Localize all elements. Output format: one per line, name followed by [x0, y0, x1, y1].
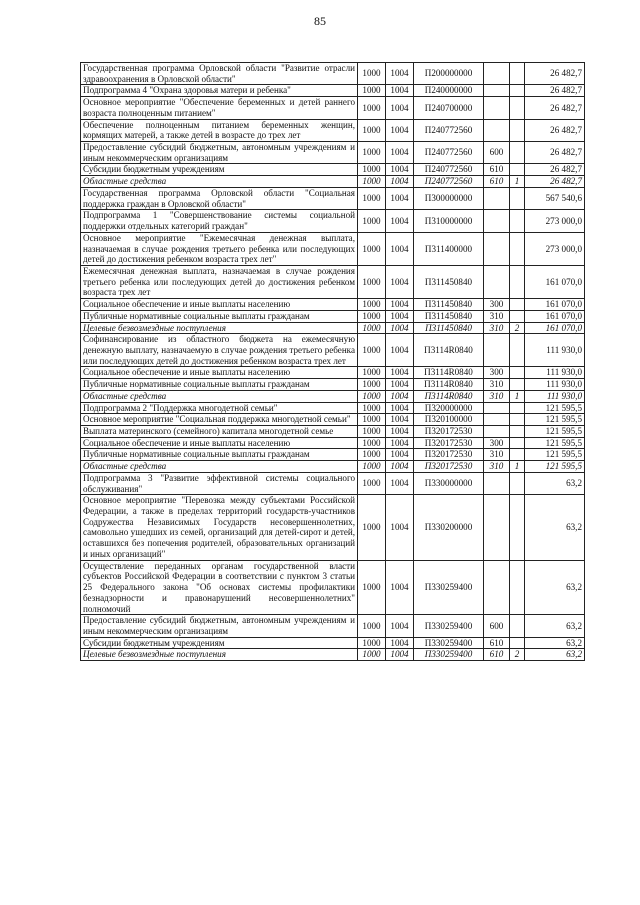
row-funding-source [510, 187, 525, 209]
table-row [81, 265, 585, 298]
row-name: Областные средства [81, 461, 358, 473]
row-section-code: 1004 [386, 187, 414, 209]
table-row [81, 449, 585, 461]
row-section-code: 1004 [386, 414, 414, 426]
row-name: Целевые безвозмездные поступления [81, 649, 358, 661]
row-amount: 26 482,7 [525, 164, 585, 176]
row-expense-type [484, 187, 510, 209]
row-section-code: 1004 [386, 299, 414, 311]
row-target-code: П3114R0840 [414, 334, 484, 367]
row-ministry-code: 1000 [358, 232, 386, 265]
row-section-code: 1004 [386, 85, 414, 97]
row-expense-type: 610 [484, 164, 510, 176]
row-expense-type: 310 [484, 461, 510, 473]
row-ministry-code: 1000 [358, 97, 386, 119]
row-funding-source [510, 265, 525, 298]
row-ministry-code: 1000 [358, 649, 386, 661]
row-funding-source: 2 [510, 322, 525, 334]
row-expense-type [484, 232, 510, 265]
row-name: Подпрограмма 1 "Совершенствование системы социальной поддержки отдельных категорий граждан" [81, 210, 358, 232]
row-expense-type: 300 [484, 367, 510, 379]
row-section-code: 1004 [386, 390, 414, 402]
row-ministry-code: 1000 [358, 379, 386, 391]
row-name: Основное мероприятие "Перевозка между субъектами Российской Федерации, а также в пределах территорий государств-участников Содружества Независимых Государств несовершеннолетних, самовольно ушедших из семей, организаций для детей-сирот и детей, оставшихся без попечения родителей, образовательных организаций и иных организаций" [81, 495, 358, 560]
row-name: Подпрограмма 2 "Поддержка многодетной семьи" [81, 402, 358, 414]
table-row [81, 187, 585, 209]
row-name: Ежемесячная денежная выплата, назначаемая в случае рождения третьего ребенка или последующих детей до достижения ребенком возраста трех лет [81, 265, 358, 298]
row-ministry-code: 1000 [358, 390, 386, 402]
row-name: Государственная программа Орловской области "Социальная поддержка граждан в Орловской области" [81, 187, 358, 209]
row-ministry-code: 1000 [358, 637, 386, 649]
row-amount: 161 070,0 [525, 265, 585, 298]
row-funding-source: 1 [510, 176, 525, 188]
row-expense-type [484, 426, 510, 438]
row-funding-source [510, 310, 525, 322]
row-amount: 121 595,5 [525, 461, 585, 473]
row-name: Целевые безвозмездные поступления [81, 322, 358, 334]
table-row [81, 637, 585, 649]
row-amount: 121 595,5 [525, 414, 585, 426]
row-expense-type [484, 85, 510, 97]
row-section-code: 1004 [386, 615, 414, 637]
row-ministry-code: 1000 [358, 310, 386, 322]
row-section-code: 1004 [386, 63, 414, 85]
row-ministry-code: 1000 [358, 367, 386, 379]
row-name: Подпрограмма 3 "Развитие эффективной системы социального обслуживания" [81, 472, 358, 494]
row-name: Предоставление субсидий бюджетным, автономным учреждениям и иным некоммерческим организациям [81, 142, 358, 164]
row-funding-source: 1 [510, 390, 525, 402]
row-target-code: П240772560 [414, 164, 484, 176]
row-ministry-code: 1000 [358, 414, 386, 426]
row-section-code: 1004 [386, 649, 414, 661]
row-expense-type [484, 119, 510, 141]
row-target-code: П330259400 [414, 560, 484, 615]
row-name: Софинансирование из областного бюджета на ежемесячную денежную выплату, назначаемую в случае рождения третьего ребенка или последующих детей до достижения ребенком возраста трех лет [81, 334, 358, 367]
row-section-code: 1004 [386, 334, 414, 367]
row-amount: 161 070,0 [525, 322, 585, 334]
row-target-code: П330000000 [414, 472, 484, 494]
table-row [81, 560, 585, 615]
row-expense-type [484, 495, 510, 560]
row-ministry-code: 1000 [358, 176, 386, 188]
row-expense-type: 610 [484, 176, 510, 188]
row-funding-source [510, 402, 525, 414]
row-name: Субсидии бюджетным учреждениям [81, 637, 358, 649]
row-target-code: П240700000 [414, 97, 484, 119]
table-row [81, 402, 585, 414]
row-expense-type [484, 402, 510, 414]
row-expense-type: 600 [484, 142, 510, 164]
row-section-code: 1004 [386, 265, 414, 298]
row-section-code: 1004 [386, 426, 414, 438]
row-name: Государственная программа Орловской области "Развитие отрасли здравоохранения в Орловской области" [81, 63, 358, 85]
row-name: Основное мероприятие "Ежемесячная денежная выплата, назначаемая в случае рождения третьего ребенка или последующих детей до достижения ребенком возраста трех лет" [81, 232, 358, 265]
table-row [81, 210, 585, 232]
row-section-code: 1004 [386, 232, 414, 265]
row-expense-type: 610 [484, 649, 510, 661]
row-amount: 26 482,7 [525, 176, 585, 188]
row-expense-type: 310 [484, 390, 510, 402]
table-row [81, 437, 585, 449]
row-amount: 121 595,5 [525, 437, 585, 449]
row-expense-type: 600 [484, 615, 510, 637]
row-section-code: 1004 [386, 210, 414, 232]
table-row [81, 649, 585, 661]
row-target-code: П330259400 [414, 637, 484, 649]
row-funding-source [510, 495, 525, 560]
row-section-code: 1004 [386, 560, 414, 615]
row-expense-type [484, 334, 510, 367]
row-target-code: П240772560 [414, 176, 484, 188]
row-section-code: 1004 [386, 472, 414, 494]
row-target-code: П320172530 [414, 426, 484, 438]
row-ministry-code: 1000 [358, 461, 386, 473]
row-ministry-code: 1000 [358, 265, 386, 298]
row-expense-type [484, 472, 510, 494]
row-target-code: П3114R0840 [414, 367, 484, 379]
row-expense-type [484, 210, 510, 232]
row-target-code: П311450840 [414, 299, 484, 311]
table-row [81, 119, 585, 141]
row-funding-source [510, 142, 525, 164]
row-amount: 121 595,5 [525, 402, 585, 414]
row-section-code: 1004 [386, 176, 414, 188]
row-funding-source [510, 472, 525, 494]
row-ministry-code: 1000 [358, 426, 386, 438]
table-row [81, 164, 585, 176]
row-target-code: П320172530 [414, 449, 484, 461]
row-funding-source [510, 164, 525, 176]
row-name: Областные средства [81, 390, 358, 402]
row-name: Обеспечение полноценным питанием беременных женщин, кормящих матерей, а также детей в возрасте до трех лет [81, 119, 358, 141]
row-amount: 111 930,0 [525, 390, 585, 402]
row-target-code: П320100000 [414, 414, 484, 426]
row-amount: 63,2 [525, 560, 585, 615]
table-row [81, 63, 585, 85]
table-row [81, 299, 585, 311]
row-funding-source: 2 [510, 649, 525, 661]
row-target-code: П320172530 [414, 437, 484, 449]
table-row [81, 414, 585, 426]
row-section-code: 1004 [386, 322, 414, 334]
row-funding-source [510, 299, 525, 311]
table-row [81, 142, 585, 164]
row-section-code: 1004 [386, 637, 414, 649]
row-section-code: 1004 [386, 437, 414, 449]
row-funding-source [510, 85, 525, 97]
row-amount: 63,2 [525, 615, 585, 637]
row-amount: 26 482,7 [525, 142, 585, 164]
row-target-code: П200000000 [414, 63, 484, 85]
row-target-code: П300000000 [414, 187, 484, 209]
row-amount: 111 930,0 [525, 334, 585, 367]
row-name: Основное мероприятие "Обеспечение беременных и детей раннего возраста полноценным питанием" [81, 97, 358, 119]
row-ministry-code: 1000 [358, 322, 386, 334]
row-name: Осуществление переданных органам государственной власти субъектов Российской Федерации в соответствии с пунктом 3 статьи 25 Федерального закона "Об основах системы профилактики безнадзорности и правонарушений несовершеннолетних" полномочий [81, 560, 358, 615]
row-expense-type [484, 265, 510, 298]
row-funding-source [510, 210, 525, 232]
row-section-code: 1004 [386, 495, 414, 560]
table-row [81, 461, 585, 473]
row-target-code: П310000000 [414, 210, 484, 232]
row-amount: 26 482,7 [525, 119, 585, 141]
row-section-code: 1004 [386, 449, 414, 461]
row-section-code: 1004 [386, 367, 414, 379]
row-target-code: П311450840 [414, 322, 484, 334]
row-ministry-code: 1000 [358, 63, 386, 85]
row-amount: 63,2 [525, 472, 585, 494]
table-row [81, 176, 585, 188]
row-expense-type [484, 63, 510, 85]
row-section-code: 1004 [386, 310, 414, 322]
row-ministry-code: 1000 [358, 560, 386, 615]
table-row [81, 426, 585, 438]
row-amount: 121 595,5 [525, 426, 585, 438]
table-row [81, 310, 585, 322]
row-section-code: 1004 [386, 379, 414, 391]
row-name: Социальное обеспечение и иные выплаты населению [81, 367, 358, 379]
row-amount: 121 595,5 [525, 449, 585, 461]
row-amount: 63,2 [525, 495, 585, 560]
table-row [81, 232, 585, 265]
row-ministry-code: 1000 [358, 142, 386, 164]
row-ministry-code: 1000 [358, 85, 386, 97]
row-ministry-code: 1000 [358, 437, 386, 449]
row-section-code: 1004 [386, 164, 414, 176]
row-ministry-code: 1000 [358, 187, 386, 209]
row-target-code: П320000000 [414, 402, 484, 414]
row-amount: 111 930,0 [525, 379, 585, 391]
row-target-code: П330259400 [414, 649, 484, 661]
row-funding-source [510, 367, 525, 379]
row-expense-type: 310 [484, 322, 510, 334]
row-amount: 567 540,6 [525, 187, 585, 209]
row-ministry-code: 1000 [358, 119, 386, 141]
row-target-code: П311450840 [414, 310, 484, 322]
row-amount: 111 930,0 [525, 367, 585, 379]
table-row [81, 97, 585, 119]
row-name: Областные средства [81, 176, 358, 188]
row-section-code: 1004 [386, 142, 414, 164]
row-target-code: П311400000 [414, 232, 484, 265]
row-ministry-code: 1000 [358, 615, 386, 637]
row-ministry-code: 1000 [358, 210, 386, 232]
row-amount: 273 000,0 [525, 232, 585, 265]
row-funding-source [510, 426, 525, 438]
row-expense-type: 310 [484, 379, 510, 391]
row-expense-type [484, 97, 510, 119]
row-expense-type [484, 560, 510, 615]
table-row [81, 615, 585, 637]
row-target-code: П330259400 [414, 615, 484, 637]
row-ministry-code: 1000 [358, 495, 386, 560]
row-funding-source [510, 232, 525, 265]
row-amount: 161 070,0 [525, 310, 585, 322]
row-amount: 63,2 [525, 637, 585, 649]
page-number: 85 [314, 14, 326, 28]
row-name: Публичные нормативные социальные выплаты гражданам [81, 310, 358, 322]
table-row [81, 472, 585, 494]
row-section-code: 1004 [386, 402, 414, 414]
table-row [81, 390, 585, 402]
row-funding-source [510, 637, 525, 649]
table-row [81, 85, 585, 97]
row-section-code: 1004 [386, 97, 414, 119]
row-expense-type: 300 [484, 437, 510, 449]
row-expense-type: 310 [484, 449, 510, 461]
row-section-code: 1004 [386, 119, 414, 141]
table-row [81, 495, 585, 560]
row-ministry-code: 1000 [358, 449, 386, 461]
row-funding-source [510, 414, 525, 426]
row-target-code: П3114R0840 [414, 379, 484, 391]
row-name: Социальное обеспечение и иные выплаты населению [81, 299, 358, 311]
row-amount: 63,2 [525, 649, 585, 661]
row-name: Публичные нормативные социальные выплаты гражданам [81, 449, 358, 461]
row-section-code: 1004 [386, 461, 414, 473]
row-funding-source [510, 63, 525, 85]
row-amount: 161 070,0 [525, 299, 585, 311]
table-row [81, 379, 585, 391]
row-funding-source [510, 437, 525, 449]
row-amount: 26 482,7 [525, 97, 585, 119]
table-row [81, 334, 585, 367]
row-name: Основное мероприятие "Социальная поддержка многодетной семьи" [81, 414, 358, 426]
row-ministry-code: 1000 [358, 402, 386, 414]
row-name: Подпрограмма 4 "Охрана здоровья матери и ребенка" [81, 85, 358, 97]
row-name: Предоставление субсидий бюджетным, автономным учреждениям и иным некоммерческим организациям [81, 615, 358, 637]
row-name: Социальное обеспечение и иные выплаты населению [81, 437, 358, 449]
row-target-code: П311450840 [414, 265, 484, 298]
row-funding-source: 1 [510, 461, 525, 473]
table-row [81, 322, 585, 334]
row-target-code: П3114R0840 [414, 390, 484, 402]
row-ministry-code: 1000 [358, 299, 386, 311]
row-expense-type: 300 [484, 299, 510, 311]
table-body [81, 63, 585, 661]
row-ministry-code: 1000 [358, 334, 386, 367]
row-ministry-code: 1000 [358, 164, 386, 176]
row-funding-source [510, 615, 525, 637]
row-name: Выплата материнского (семейного) капитала многодетной семье [81, 426, 358, 438]
row-amount: 273 000,0 [525, 210, 585, 232]
row-amount: 26 482,7 [525, 63, 585, 85]
row-target-code: П320172530 [414, 461, 484, 473]
row-target-code: П330200000 [414, 495, 484, 560]
row-target-code: П240000000 [414, 85, 484, 97]
row-funding-source [510, 97, 525, 119]
row-expense-type [484, 414, 510, 426]
row-name: Публичные нормативные социальные выплаты гражданам [81, 379, 358, 391]
row-funding-source [510, 334, 525, 367]
row-amount: 26 482,7 [525, 85, 585, 97]
row-ministry-code: 1000 [358, 472, 386, 494]
row-target-code: П240772560 [414, 142, 484, 164]
budget-table [80, 62, 585, 661]
row-funding-source [510, 560, 525, 615]
row-expense-type: 310 [484, 310, 510, 322]
row-expense-type: 610 [484, 637, 510, 649]
table-row [81, 367, 585, 379]
row-funding-source [510, 379, 525, 391]
row-target-code: П240772560 [414, 119, 484, 141]
row-name: Субсидии бюджетным учреждениям [81, 164, 358, 176]
row-funding-source [510, 449, 525, 461]
row-funding-source [510, 119, 525, 141]
